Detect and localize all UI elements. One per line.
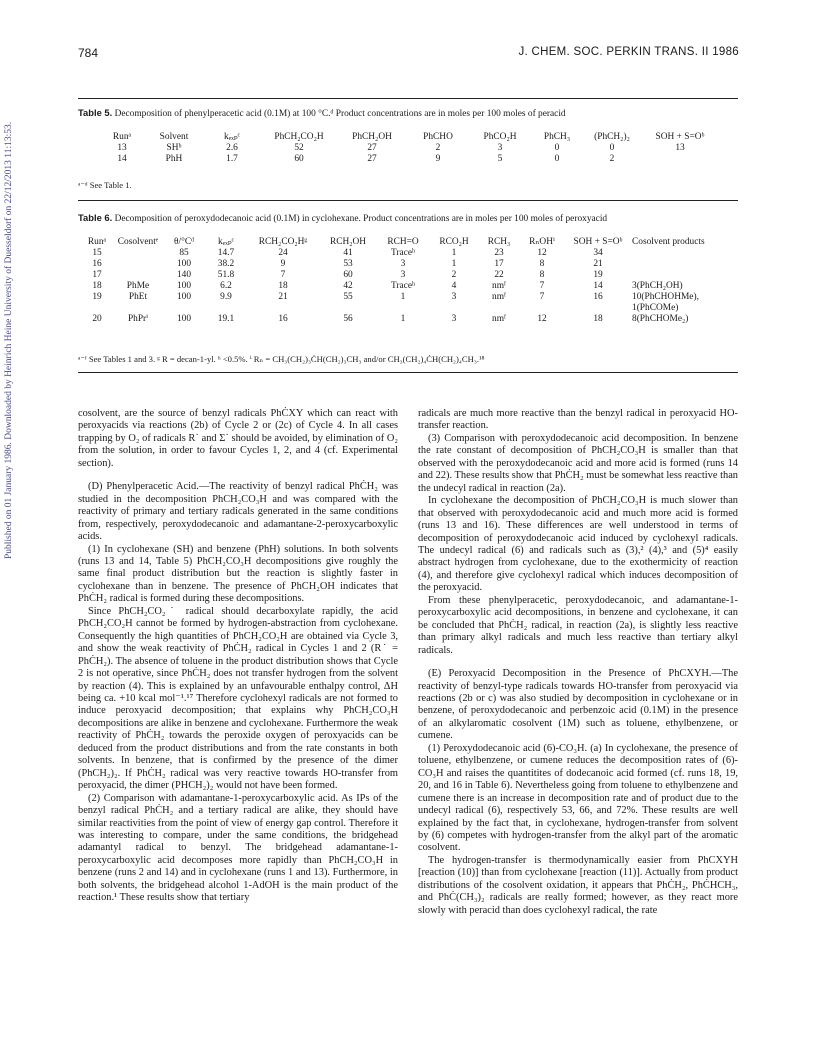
table-cell — [640, 154, 720, 165]
table-cell: nmᶠ — [492, 314, 506, 324]
table-cell: 52 — [294, 143, 304, 153]
table-cell: 20 — [92, 314, 102, 324]
table6-header-cell: RCH=O — [387, 237, 419, 247]
table-cell: 6.2 — [220, 281, 232, 291]
table6-header-cell: RₙOHⁱ — [529, 237, 555, 247]
table-cell — [114, 259, 162, 270]
paragraph: From these phenylperacetic, peroxydodecanoic, and adamantane-1-peroxycarboxylic acid decompositions, in benzene and cyclohexane, it can be concluded that PhĊH₂ radical, in reaction (2a), is slightly less reactive than primary alkyl radicals and much less reactive than tertiary alkyl radicals. — [418, 594, 738, 656]
table-cell: 42 — [343, 281, 353, 291]
table-cell: 3 — [400, 259, 406, 269]
table-cell: 17 — [494, 259, 504, 269]
table-cell: 1 — [400, 292, 406, 302]
table-cell — [520, 303, 564, 314]
table-cell — [162, 303, 206, 314]
table6-header-cell: Cosolventᵉ — [117, 237, 159, 247]
table-cell: SHᵇ — [166, 143, 182, 153]
table-row — [80, 292, 740, 303]
table-row — [80, 303, 740, 314]
left-column — [78, 408, 398, 905]
right-column — [418, 408, 738, 917]
table6-label: Table 6. — [78, 212, 113, 223]
table-cell: 8 — [539, 259, 545, 269]
table-cell: 0 — [554, 154, 560, 164]
table5-header-cell: PhCH₂CO₂H — [274, 132, 324, 142]
table-cell: PhPrⁱ — [127, 314, 149, 324]
table5-header-cell: PhCHO — [423, 132, 453, 142]
table-cell: 55 — [343, 292, 353, 302]
table-cell: 100 — [176, 292, 192, 302]
table-cell — [430, 303, 478, 314]
table-cell — [114, 303, 162, 314]
paragraph: cosolvent, are the source of benzyl radicals PhĊXY which can react with peroxyacids via reactions (2b) of Cycle 2 or (2c) of Cycle 4. In all cases trapping by O₂ of radicals R˙ and Σ˙ should be avoided, by elimination of O₂ from the solution, in order to favour Cycles 1, 2, and 4 (cf. Experimental section). — [78, 408, 398, 469]
table5-label: Table 5. — [78, 107, 113, 118]
table-cell: 16 — [92, 259, 102, 269]
page-number: 784 — [78, 46, 99, 60]
table6-header-cell: Runᵃ — [87, 237, 107, 247]
table5 — [100, 132, 720, 165]
table6-header-cell: RCH₂CO₂Hᵍ — [258, 237, 308, 247]
table6 — [80, 237, 740, 325]
table6-header-cell: RCO₂H — [439, 237, 469, 247]
table-cell: 38.2 — [217, 259, 235, 269]
table-cell: 7 — [539, 292, 545, 302]
table-cell: 27 — [367, 143, 377, 153]
paragraph: Since PhCH₂CO₂˙ radical should decarboxylate rapidly, the acid PhCH₂CO₂H cannot be formed by hydrogen-abstraction from cyclohexane. Consequently the high quantities of PhCH₂CO₂H are obtained via Cycle 3, and show the weak reactivity of PhĊH₂ radical in Cycles 1 and 2 (R˙ = PhĊH₂). The absence of toluene in the product distribution shows that Cycle 2 is not operative, since PhĊH₂ does not transfer hydrogen from the solvent by reaction (4). This is explained by an unfavourable enthalpy control, ΔH being ca. +10 kcal mol⁻¹.¹⁷ Therefore cyclohexyl radicals are not formed to induce peroxyacid decomposition; that explains why PhCH₂CO₃H decompositions are alike in benzene and cyclohexane. Furthermore the weak reactivity of PhĊH₂ towards the peroxide oxygen of peroxyacids can be deduced from the product distributions and from the rate constants in both solvents. In benzene, that is confirmed by the presence of the dimer (PhCH₂)₂. If PhĊH₂ radical was very reactive towards HO-transfer from peroxyacid, the dimer (PHCH₂)₂ would not have been formed. — [78, 605, 398, 792]
table-cell: 56 — [343, 314, 353, 324]
table6-rule-bottom — [78, 372, 738, 373]
table6-header-cell: kₑₓₚᶜ — [218, 237, 234, 247]
table-cell: 100 — [176, 259, 192, 269]
table-cell — [478, 303, 520, 314]
table-cell: 13 — [675, 143, 685, 153]
table5-header-cell: (PhCH₂)₂ — [594, 132, 630, 142]
table-cell: 10(PhCHOHMe), — [632, 292, 699, 302]
table5-caption — [78, 107, 748, 119]
table6-caption — [78, 212, 748, 224]
table-cell — [114, 248, 162, 259]
table-cell: nmᶠ — [492, 281, 506, 291]
table-cell: 3 — [497, 143, 503, 153]
table-cell — [376, 303, 430, 314]
table5-rule-bottom — [78, 200, 738, 201]
table-cell — [246, 303, 320, 314]
table-cell — [320, 303, 376, 314]
table5-header-cell: Solvent — [159, 132, 189, 142]
table-cell: PhMe — [126, 281, 150, 291]
table6-header-cell: RCH₃ — [487, 237, 511, 247]
table5-header-cell: kₑₓₚᶜ — [224, 132, 240, 142]
table6-caption-text: Decomposition of peroxydodecanoic acid (0.1M) in cyclohexane. Product concentrations are in moles per 100 moles of peroxyacid — [114, 214, 608, 224]
section-paragraph: (D) Phenylperacetic Acid.—The reactivity of benzyl radical PhĊH₂ was studied in the decomposition PhCH₂CO₃H and was compared with the reactivity of primary and tertiary radicals generated in the same conditions from, respectively, peroxydodecanoic and adamantane-2-peroxycarboxylic acids. — [78, 481, 398, 543]
table-cell: 17 — [92, 270, 102, 280]
table-cell: 4 — [451, 281, 457, 291]
table-cell: 1.7 — [226, 154, 238, 164]
table-cell: 0 — [609, 143, 615, 153]
paragraph: (3) Comparison with peroxydodecanoic acid decomposition. In benzene the rate constant of decomposition of PhCH₂CO₃H is smaller than that observed with the peroxydodecanoic acid and more acid is formed (runs 14 and 22). These results show that PhĊH₂ must be somewhat less reactive than the undecyl radical in reaction (2a). — [418, 432, 738, 494]
table-cell: 8(PhCHOMe₂) — [632, 314, 689, 324]
table6-header-cell: SOH + S=Oᵇ — [573, 237, 623, 247]
table-cell: 2 — [609, 154, 615, 164]
table6-header-cell: Cosolvent products — [632, 237, 705, 247]
table-cell: 21 — [278, 292, 288, 302]
table-cell: 60 — [343, 270, 353, 280]
table-cell: 51.8 — [217, 270, 235, 280]
table-cell: 16 — [278, 314, 288, 324]
table-cell: 0 — [554, 143, 560, 153]
table-cell: 1 — [451, 259, 457, 269]
table-cell: 19 — [593, 270, 603, 280]
table-cell: 53 — [343, 259, 353, 269]
table-cell: 9 — [280, 259, 286, 269]
table5-footnote: ᵃ⁻ᵈ See Table 1. — [78, 180, 132, 190]
table-cell: 14 — [593, 281, 603, 291]
table-row — [80, 248, 740, 259]
table-cell: 3(PhCH₂OH) — [632, 281, 683, 291]
table-cell: 1 — [451, 248, 457, 258]
table-cell: 3 — [400, 270, 406, 280]
table-cell — [114, 270, 162, 281]
paragraph: (1) In cyclohexane (SH) and benzene (PhH) solutions. In both solvents (runs 13 and 14, Table 5) PhCH₂CO₃H decompositions give roughly the same final product distribution but the reaction is slightly faster in cyclohexane than in benzene. The presence of PhCH₂OH indicates that PhĊH₂ radical is formed during these decompositions. — [78, 543, 398, 605]
table-cell: 1 — [400, 314, 406, 324]
table-cell: 1(PhCOMe) — [632, 303, 679, 313]
table-cell: 14.7 — [217, 248, 235, 258]
table6-footnote: ᵃ⁻ᶠ See Tables 1 and 3. ᵍ R = decan-1-yl. ʰ <0.5%. ⁱ Rₙ = CH₃(CH₂)₃ĊH(CH₂)₃CH₃ and/or CH₃(CH₂)₄ĊH(CH₂)₄CH₃.¹⁸ — [78, 354, 485, 364]
table-cell: 85 — [179, 248, 189, 258]
table-cell: 12 — [537, 314, 547, 324]
download-notice: Published on 01 January 1986. Downloaded by Heinrich Heine University of Duesseldorf on 22/12/2013 11:13:53. — [4, 121, 14, 559]
table-cell: PhEt — [128, 292, 148, 302]
table-cell: 13 — [117, 143, 127, 153]
table5-header-row — [100, 132, 720, 143]
table-row — [80, 259, 740, 270]
table5-header-cell: PhCH₃ — [543, 132, 571, 142]
paragraph: The hydrogen-transfer is thermodynamically easier from PhCXYH [reaction (10)] than from cyclohexane [reaction (11)]. Actually from product distributions of the cosolvent oxidation, it appears that PhĊH₂, PhĊHCH₃, and PhĊ(CH₃)₂ radicals are really formed; however, as they react more slowly with peracid than does cyclohexyl radical, the rate — [418, 854, 738, 916]
table-cell: 23 — [494, 248, 504, 258]
table-cell: 2 — [451, 270, 457, 280]
table6-header-cell: RCH₂OH — [329, 237, 367, 247]
table-cell: 21 — [593, 259, 603, 269]
table-cell: PhH — [165, 154, 183, 164]
table-cell: 18 — [92, 281, 102, 291]
table-cell: 3 — [451, 314, 457, 324]
table5-header-cell: SOH + S=Oᵇ — [655, 132, 705, 142]
table-row — [80, 314, 740, 325]
paragraph: (1) Peroxydodecanoic acid (6)-CO₃H. (a) In cyclohexane, the presence of toluene, ethylbenzene, or cumene reduces the decomposition rates of (6)-CO₃H and raises the quantitites of dodecanoic acid formed (cf. runs 18, 19, 20, and 16 in Table 6). Nevertheless going from toluene to ethylbenzene and cumene there is an increase in decomposition rate and of product due to the undecyl radical (6), respectively 53, 66, and 72%. These results are well explained by the fact that, in cyclohexane, hydrogen-transfer from solvent by (6) competes with hydrogen-transfer from the alkyl part of the aromatic cosolvent. — [418, 742, 738, 854]
table-cell: 18 — [593, 314, 603, 324]
table-cell: 18 — [278, 281, 288, 291]
table-cell: 2.6 — [226, 143, 238, 153]
table-cell: 14 — [117, 154, 127, 164]
table-cell: 140 — [176, 270, 192, 280]
table-cell: nmᶠ — [492, 292, 506, 302]
table-cell: 9.9 — [220, 292, 232, 302]
table-cell: 19.1 — [217, 314, 235, 324]
table-row — [80, 281, 740, 292]
table6-header-row — [80, 237, 740, 248]
table5-caption-text: Decomposition of phenylperacetic acid (0.1M) at 100 °C.ᵈ Product concentrations are in moles per 100 moles of peracid — [114, 109, 566, 119]
table-cell: 3 — [451, 292, 457, 302]
table-cell — [564, 303, 632, 314]
table-cell: 41 — [343, 248, 353, 258]
table-cell: 5 — [497, 154, 503, 164]
paragraph: In cyclohexane the decomposition of PhCH₂CO₃H is much slower than that observed with peroxydodecanoic acid and much more acid is formed (runs 13 and 16). These differences are well understood in terms of decomposition of peroxydodecanoic acid induced by cyclohexyl radicals. The undecyl radical (6) and radicals such as (3),² (4),³ and (5)⁴ easily abstract hydrogen from cyclohexane, due to the exothermicity of reaction (4), and therefore give cyclohexyl radical which induces decomposition of the peroxyacid. — [418, 495, 738, 594]
table-cell — [206, 303, 246, 314]
table5-rule-top — [78, 98, 738, 99]
table-row — [100, 154, 720, 165]
table-cell: 22 — [494, 270, 504, 280]
table5-header-cell: Runᵃ — [112, 132, 132, 142]
table-cell — [632, 270, 740, 281]
table-cell: 34 — [593, 248, 603, 258]
paragraph: radicals are much more reactive than the benzyl radical in peroxyacid HO-transfer reaction. — [418, 408, 738, 432]
table-cell: 100 — [176, 314, 192, 324]
table-cell: 19 — [92, 292, 102, 302]
table5-header-cell: PhCO₂H — [483, 132, 517, 142]
table-cell: 7 — [280, 270, 286, 280]
table-row — [80, 270, 740, 281]
table-cell: 100 — [176, 281, 192, 291]
table-cell: 60 — [294, 154, 304, 164]
table-cell — [632, 259, 740, 270]
table-cell: 7 — [539, 281, 545, 291]
section-paragraph: (E) Peroxyacid Decomposition in the Presence of PhCXYH.—The reactivity of benzyl-type radicals towards HO-transfer from peroxyacid via reactions (2b or c) was also studied by decomposition in cyclohexane or in benzene, of peroxydodecanoic and perbenzoic acid (0.1M) in the presence of an alkylaromatic cosolvent (1M) such as toluene, ethylbenzene, or cumene. — [418, 668, 738, 742]
table6-header-cell: θ/°Cᵈ — [173, 237, 194, 247]
table5-header-cell: PhCH₂OH — [352, 132, 392, 142]
table-cell: 15 — [92, 248, 102, 258]
table-cell: 27 — [367, 154, 377, 164]
table-cell — [632, 248, 740, 259]
table-cell: 16 — [593, 292, 603, 302]
table-cell: 9 — [435, 154, 441, 164]
paragraph: (2) Comparison with adamantane-1-peroxycarboxylic acid. As IPs of the benzyl radical PhĊH₂ and a tertiary radical are alike, they should have similar reactivities from the point of view of energy gap control. Therefore it was interesting to compare, under the same conditions, the bridgehead adamantyl radical to benzyl. The bridgehead adamantane-1-peroxycarboxylic acid decomposes more rapidly than PhCH₂CO₃H in benzene (runs 2 and 14) and in cyclohexane (runs 1 and 13). Furthermore, in both solvents, the bridgehead alcohol 1-AdOH is the main product of the reaction.¹ These results show that tertiary — [78, 792, 398, 904]
table-cell: 12 — [537, 248, 547, 258]
table-cell: 24 — [278, 248, 288, 258]
table-cell: 8 — [539, 270, 545, 280]
table-cell: Traceʰ — [390, 281, 415, 291]
journal-header: J. CHEM. SOC. PERKIN TRANS. II 1986 — [518, 46, 739, 58]
table-cell: 2 — [435, 143, 441, 153]
table-row — [100, 143, 720, 154]
table-cell: Traceʰ — [390, 248, 415, 258]
table-cell — [80, 303, 114, 314]
